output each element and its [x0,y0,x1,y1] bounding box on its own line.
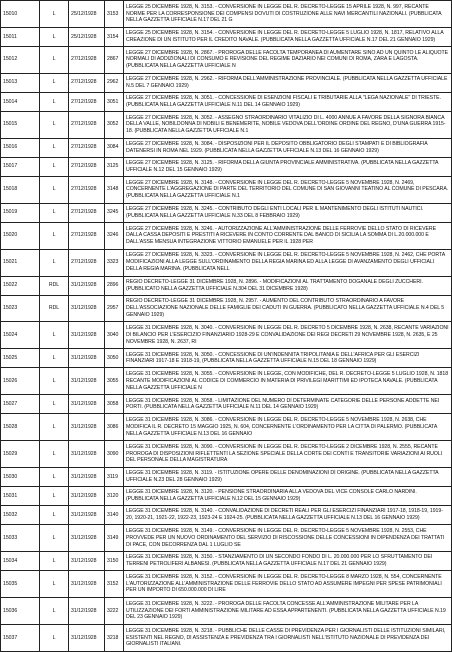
table-row [1,414,452,441]
record-number: 15017 [1,157,40,176]
table-row [1,525,452,552]
act-code: 3154 [105,27,124,46]
table-row [1,487,452,506]
act-description: LEGGE 25 DICEMBRE 1928, N. 3153. - CONVERSIONE IN LEGGE DEL R. DECRETO-LEGGE 15 APRILE 1928, N. 997, RECANTE NORME PER LA CORRESPONSIONE DEI COMPENSI DOVUTI DI COSTRUZIONE ALLE NAVI MERCANTILI NAZIONALI. (PUBBLICATA NELLA GAZZETTA UFFICIALE N.17 DEL 21 G [124,1,452,28]
act-type: L [40,322,69,349]
act-description: LEGGE 31 DICEMBRE 1928, N. 3055. - CONVERSIONE IN LEGGE, CON MODIFICHE, DEL R. DECRETO-LEGGE 5 LUGLIO 1928, N. 1818 RECANTE MODIFICAZIONI AL CODICE DI COMMERCIO IN MATERIA DI PRIVILEGI MARITTIMI ED IPOTECA NAVALE. (PUBBLICATA NELLA GAZZETTA UFFICIALE N [124,368,452,395]
act-date: 31/12/1928 [69,295,105,322]
table-row [1,368,452,395]
table-row [1,276,452,295]
act-date: 31/12/1928 [69,395,105,414]
table-row [1,73,452,92]
act-code: 3125 [105,157,124,176]
act-type: L [40,203,69,222]
act-code: 3058 [105,395,124,414]
record-number: 15025 [1,349,40,368]
act-type: L [40,222,69,249]
act-description: LEGGE 27 DICEMBRE 1928, N. 3148. - CONVERSIONE IN LEGGE DEL R. DECRETO-LEGGE 5 NOVEMBRE 1928, N. 2469, CONCERNENTE L'AGGREGAZIONE DI PARTE DEL TERRITORIO DEL COMUNE DI SAN GIOVANNI TEATINO AL COMUNE DI PESCARA. (PUBBLICATA NELLA GAZZETTA UFFICIALE N.1 [124,176,452,203]
record-number: 15014 [1,92,40,111]
act-description: LEGGE 31 DICEMBRE 1928, N. 3150. - STANZIAMENTO DI UN SECONDO FONDO DI L. 20.000.000 PER LO SFRUTTAMENTO DEI TERRENI PETROLIFERI ALBANESI. (PUBBLICATA NELLA GAZZETTA UFFICIALE N.17 DEL 21 GENNAIO 1929) [124,552,452,571]
act-code: 3153 [105,1,124,28]
act-date: 27/12/1928 [69,203,105,222]
record-number: 15035 [1,571,40,598]
act-type: L [40,249,69,276]
act-type: L [40,46,69,73]
act-type: L [40,571,69,598]
act-code: 3323 [105,249,124,276]
table-row [1,552,452,571]
act-description: LEGGE 25 DICEMBRE 1928, N. 3154. - CONVERSIONE IN LEGGE DEL R. DECRETO-LEGGE 5 LUGLIO 1928, N. 1817, RELATIVO ALLA CREAZIONE DI UN ISTITUTO PER IL CREDITO NAVALE. (PUBBLICATA NELLA GAZZETTA UFFICIALE N.17 DEL 21 GENNAIO 1929) [124,27,452,46]
act-code: 3084 [105,138,124,157]
record-number: 15033 [1,525,40,552]
table-row [1,506,452,525]
act-type: L [40,1,69,28]
record-number: 15022 [1,276,40,295]
act-date: 31/12/1928 [69,487,105,506]
record-number: 15010 [1,1,40,28]
act-date: 27/12/1928 [69,73,105,92]
table-row [1,295,452,322]
act-type: L [40,487,69,506]
act-type: L [40,525,69,552]
act-date: 31/12/1928 [69,441,105,468]
act-description: LEGGE 31 DICEMBRE 1928, N. 3090. - CONVERSIONE IN LEGGE DEL R. DECRETO-LEGGE 2 DICEMBRE 1928, N. 2555, RECANTE PROROGA DI DISPOSIZIONI RIFLETTENTI LA SEZIONE SPECIALE DELLA CORTE DEI CONTI E TRANSITORIE VARIAZIONI AI RUOLI DEL PERSONALE DELLA MAGISTRATURA [124,441,452,468]
act-code: 3150 [105,552,124,571]
record-number: 15031 [1,487,40,506]
act-description: LEGGE 27 DICEMBRE 1928, N. 3245. - CONTRIBUTO DEGLI ENTI LOCALI PER IL MANTENIMENTO DEGLI ISTITUTI NAUTICI. (PUBBLICATA NELLA GAZZETTA UFFICIALE N.33 DEL 8 FEBBRAIO 1929) [124,203,452,222]
act-date: 27/12/1928 [69,92,105,111]
table-row [1,1,452,28]
act-type: RDL [40,276,69,295]
table-row [1,157,452,176]
table-row [1,92,452,111]
act-description: LEGGE 31 DICEMBRE 1928, N. 3119. - ISTITUZIONE OPERE DELLE DENOMINAZIONI DI ORIGINE. (PUBBLICATA NELLA GAZZETTA UFFICIALE N.23 DEL 28 GENNAIO 1929) [124,468,452,487]
act-description: LEGGE 31 DICEMBRE 1928, N. 3086. - CONVERSIONE IN LEGGE DEL R. DECRETO-LEGGE 5 NOVEMBRE 1928, N. 2638, CHE MODIFICA IL R. DECRETO 15 MAGGIO 1925, N. 604, CONCERNENTE L'ORDINAMENTO PER LA CITTA DI PALERMO. (PUBBLICATA NELLA GAZZETTA UFFICIALE N.13 DEL 16 GENNAIO [124,414,452,441]
act-code: 3218 [105,624,124,651]
table-row [1,624,452,651]
act-description: LEGGE 31 DICEMBRE 1928, N. 3050. - CONCESSIONE DI UN'INDENNITA TRIPOLITANIA E DELL'AFRICA PER GLI ESERCIZI FINANZIARI 1917-18 E 1918-19, (PUBBLICATA NELLA GAZZETTA UFFICIALE N.15 DEL 18 GENNAIO 1929) [124,349,452,368]
record-number: 15019 [1,203,40,222]
act-description: LEGGE 27 DICEMBRE 1928, N. 3084. - DISPOSIZIONI PER IL DEPOSITO OBBLIGATORIO DEGLI STAMPATI E DI BIBLIOGRAFIA DATENERSI IN ROMA NEL 1929. (PUBBLICATA NELLA GAZZETTA UFFICIALE N.13 DEL 16 GENNAIO 1929) [124,138,452,157]
act-date: 31/12/1928 [69,349,105,368]
act-code: 2957 [105,295,124,322]
table-row [1,46,452,73]
register-body [1,1,452,652]
record-number: 15028 [1,414,40,441]
act-date: 31/12/1928 [69,624,105,651]
record-number: 15021 [1,249,40,276]
act-type: L [40,552,69,571]
act-description: LEGGE 27 DICEMBRE 1928, N. 3052. - ASSEGNO STRAORDINARIO VITALIZIO DI L. 4000 ANNUE A FAVORE DELLA SIGNORA BIANCA DELLA VALLE, NOBILDONNA DI NOBILI E BENEMERITE, NOBILE VEDOVA DELL'ORDINE ORDINE DEL REGNO, D'UNA GUERRA 1915-18. (PUBBLICATA NELLA GAZZETTA UFFICIALE N.1 [124,111,452,138]
act-code: 3148 [105,176,124,203]
act-code: 3149 [105,525,124,552]
act-description: LEGGE 31 DICEMBRE 1928, N. 3152. - CONVERSIONE IN LEGGE DEL R. DECRETO-LEGGE 8 MARZO 1928, N. 554, CONCERNENTE L'AUTORIZZAZIONE ALL'AMMINISTRAZIONE DELLE FERROVIE DELLO STATO AD ASSUMERE IMPEGNI PER SPESE PATRIMONIALI PER UN IMPORTO DI 650.000.000 DI LIRE [124,571,452,598]
record-number: 15015 [1,111,40,138]
table-row [1,249,452,276]
act-date: 31/12/1928 [69,468,105,487]
act-type: L [40,138,69,157]
record-number: 15026 [1,368,40,395]
act-type: L [40,73,69,92]
act-date: 27/12/1928 [69,111,105,138]
table-row [1,138,452,157]
table-row [1,111,452,138]
record-number: 15027 [1,395,40,414]
act-code: 2867 [105,46,124,73]
table-row [1,468,452,487]
record-number: 15032 [1,506,40,525]
act-date: 31/12/1928 [69,597,105,624]
table-row [1,203,452,222]
act-date: 31/12/1928 [69,276,105,295]
table-row [1,222,452,249]
act-description: LEGGE 31 DICEMBRE 1928, N. 3040. - CONVERSIONE IN LEGGE DEL R. DECRETO 5 DICEMBRE 1928, N. 2638, RECANTE VARIAZIONI DI BILANCIO PER L'ESERCIZIO FINANZIARIO 1928-29 E CONVALIDAZIONE DEI REGI DECRETI 29 NOVEMBRE 1928, N. 2635, E 25 NOVEMBRE 1928, N. 2637, RI [124,322,452,349]
act-code: 3246 [105,222,124,249]
record-number: 15037 [1,624,40,651]
act-type: L [40,395,69,414]
table-row [1,395,452,414]
act-date: 31/12/1928 [69,571,105,598]
act-type: L [40,27,69,46]
act-code: 3050 [105,349,124,368]
act-description: LEGGE 31 DICEMBRE 1928, N. 3120. - PENSIONE STRAORDINARIA ALLA VEDOVA DEL VICE CONSOLE CARLO NARDINI. (PUBBLICATA NELLA GAZZETTA UFFICIALE N.12 DEL 15 GENNAIO 1929) [124,487,452,506]
record-number: 15023 [1,295,40,322]
act-date: 31/12/1928 [69,368,105,395]
table-row [1,571,452,598]
record-number: 15013 [1,73,40,92]
act-date: 27/12/1928 [69,157,105,176]
act-type: L [40,176,69,203]
act-date: 25/12/1928 [69,1,105,28]
act-description: LEGGE 27 DICEMBRE 1928, N. 3051. - CONCESSIONE DI ESENZIONI FISCALI E TRIBUTARIE ALLA ''LEGA NAZIONALE'' DI TRIESTE. (PUBBLICATA NELLA GAZZETTA UFFICIALE N.11 DEL 14 GENNAIO 1929) [124,92,452,111]
act-code: 3052 [105,111,124,138]
act-date: 27/12/1928 [69,138,105,157]
act-date: 31/12/1928 [69,525,105,552]
act-code: 2896 [105,276,124,295]
act-code: 3140 [105,506,124,525]
act-description: REGIO DECRETO-LEGGE 31 DICEMBRE 1928, N. 2957. - AUMENTO DEL CONTRIBUTO STRAORDINARIO A FAVORE DELL'ASSOCIAZIONE NAZIONALE DELLE FAMIGLIE DEI CADUTI IN GUERRA. (PUBBLICATO NELLA GAZZETTA UFFICIALE N.4 DEL 5 GENNAIO 1929) [124,295,452,322]
record-number: 15030 [1,468,40,487]
record-number: 15012 [1,46,40,73]
act-description: LEGGE 27 DICEMBRE 1928, N. 2867. - PROROGA DELLE FACOLTA TEMPORANEA DI AUMENTARE SINO AD UN QUINTO LE ALIQUOTE NORMALI DI ADDIZIONALI DI CONSUMO E REVISIONE DEL REGIME DAZIARIO NEI COMUNI DI ROMA, ZARA E LAGOSTA. (PUBBLICATA NELLA GAZZETTA UFFICIALE N [124,46,452,73]
act-description: LEGGE 27 DICEMBRE 1928, N. 3125. - RIFORMA DELLA GIUNTA PROVINCIALE AMMINISTRATIVA. (PUBBLICATA NELLA GAZZETTA UFFICIALE N.12 DEL 15 GENNAIO 1929) [124,157,452,176]
act-type: L [40,441,69,468]
act-date: 31/12/1928 [69,322,105,349]
act-date: 27/12/1928 [69,222,105,249]
act-type: L [40,92,69,111]
act-date: 25/12/1928 [69,27,105,46]
act-type: L [40,157,69,176]
act-type: L [40,506,69,525]
act-description: LEGGE 31 DICEMBRE 1928, N. 3222. - PROROGA DELLE FACOLTA CONCESSE ALL'AMMINISTRAZIONE MILITARE PER LA UTILIZZAZIONE DEI FORTI AMMINISTRAZIONE MILITARE AD ESSA APPARTENENTI. (PUBBLICATA NELLA GAZZETTA UFFICIALE N.19 DEL 23 GENNAIO 1929) [124,597,452,624]
act-description: LEGGE 31 DICEMBRE 1928, N. 3058. - LIMITAZIONE DEL NUMERO DI DETERMINATE CATEGORIE DELLE PERSONE ADDETTE NEI PORTI. (PUBBLICATA NELLA GAZZETTA UFFICIALE N.11 DEL 14 GENNAIO 1929) [124,395,452,414]
act-description: LEGGE 27 DICEMBRE 1928, N. 3323. - CONVERSIONE IN LEGGE DEL R. DECRETO-LEGGE 5 NOVEMBRE 1928, N. 2462, CHE PORTA MODIFICAZIONI ALLA LEGGE SULL'ORDINAMENTO DELLA REGIA MARINA ED ALLA LEGGE DI AVANZAMENTO DEGLI UFFICIALI DELLA REGIA MARINA. (PUBBLICATA NELL [124,249,452,276]
table-row [1,322,452,349]
act-code: 3090 [105,441,124,468]
act-description: LEGGE 31 DICEMBRE 1928, N. 3218. - PUBBLICHE DELLE CASSE DI PREVIDENZA PER I GIORNALISTI DELLE ISTITUZIONI SIMILARI, ESISTENTI NEL REGNO, DI ASSISTENZA E PREVIDENZA TRA I GIORNALISTI NELL'ISTITUTO NAZIONALE DI PREVIDENZA DEI GIORNALISTI ITALIANI. [124,624,452,651]
record-number: 15020 [1,222,40,249]
act-code: 3086 [105,414,124,441]
act-type: L [40,111,69,138]
act-code: 3222 [105,597,124,624]
act-type: L [40,624,69,651]
act-code: 3119 [105,468,124,487]
record-number: 15016 [1,138,40,157]
act-type: RDL [40,295,69,322]
act-code: 3245 [105,203,124,222]
act-date: 27/12/1928 [69,249,105,276]
act-description: LEGGE 27 DICEMBRE 1928, N. 2962. - RIFORMA DELL'AMMINISTRAZIONE PROVINCIALE. (PUBBLICATA NELLA GAZZETTA UFFICIALE N.5 DEL 7 GENNAIO 1929) [124,73,452,92]
record-number: 15024 [1,322,40,349]
act-type: L [40,597,69,624]
act-code: 3152 [105,571,124,598]
record-number: 15034 [1,552,40,571]
act-date: 27/12/1928 [69,176,105,203]
record-number: 15029 [1,441,40,468]
table-row [1,349,452,368]
act-code: 3055 [105,368,124,395]
record-number: 15018 [1,176,40,203]
table-row [1,27,452,46]
act-type: L [40,349,69,368]
act-type: L [40,468,69,487]
act-description: LEGGE 27 DICEMBRE 1928, N. 3246. - AUTORIZZAZIONE ALL'AMMINISTRAZIONE DELLE FERROVIE DELLO STATO DI RICEVERE DALLA CASSA DEPOSITI E PRESTITI A RICEVERE IN CONTO CORRENTE DAL BANCO DI SICILIA LA SOMMA DI L.20.000.000 E DALL'ASSE MENSUA INTEGRAZIONE VITTORIO EMANUELE PER IL 1928 PER [124,222,452,249]
act-description: LEGGE 31 DICEMBRE 1928, N. 3140. - CONVALIDAZIONE DI DECRETI REALI PER GLI ESERCIZI FINANZIARI 1917-18, 1918-19, 1919-20, 1920-21, 1921-22, 1922-23, 1923-24 E 1924-25. (PUBBLICATA NELLA GAZZETTA UFFICIALE N.13 DEL 16 GENNAIO 1929) [124,506,452,525]
act-type: L [40,414,69,441]
act-code: 3051 [105,92,124,111]
act-code: 3120 [105,487,124,506]
act-type: L [40,368,69,395]
record-number: 15036 [1,597,40,624]
table-row [1,176,452,203]
act-description: LEGGE 31 DICEMBRE 1928, N. 3149. - CONVERSIONE IN LEGGE DEL R. DECRETO-LEGGE 5 NOVEMBRE 1928, N. 2553, CHE PROVVEDE PER UN NUOVO ORDINAMENTO DEL SERVIZIO DI RISCOSSIONE DELLE CONCESSIONI IN DIPENDENZA DEI TRATTATI DI PACE, CON DECORRENZA DAL 1 LUGLIO SE [124,525,452,552]
act-code: 3040 [105,322,124,349]
act-date: 27/12/1928 [69,46,105,73]
record-number: 15011 [1,27,40,46]
act-code: 2962 [105,73,124,92]
act-date: 31/12/1928 [69,506,105,525]
act-description: REGIO DECRETO-LEGGE 31 DICEMBRE 1928, N. 2896. - MODIFICAZIONI AL TRATTAMENTO DOGANALE DEGLI ZUCCHERI. (PUBBLICATO NELLA GAZZETTA UFFICIALE N.304 DEL 31 DICEMBRE 1928) [124,276,452,295]
act-date: 31/12/1928 [69,552,105,571]
table-row [1,597,452,624]
table-row [1,441,452,468]
act-date: 31/12/1928 [69,414,105,441]
